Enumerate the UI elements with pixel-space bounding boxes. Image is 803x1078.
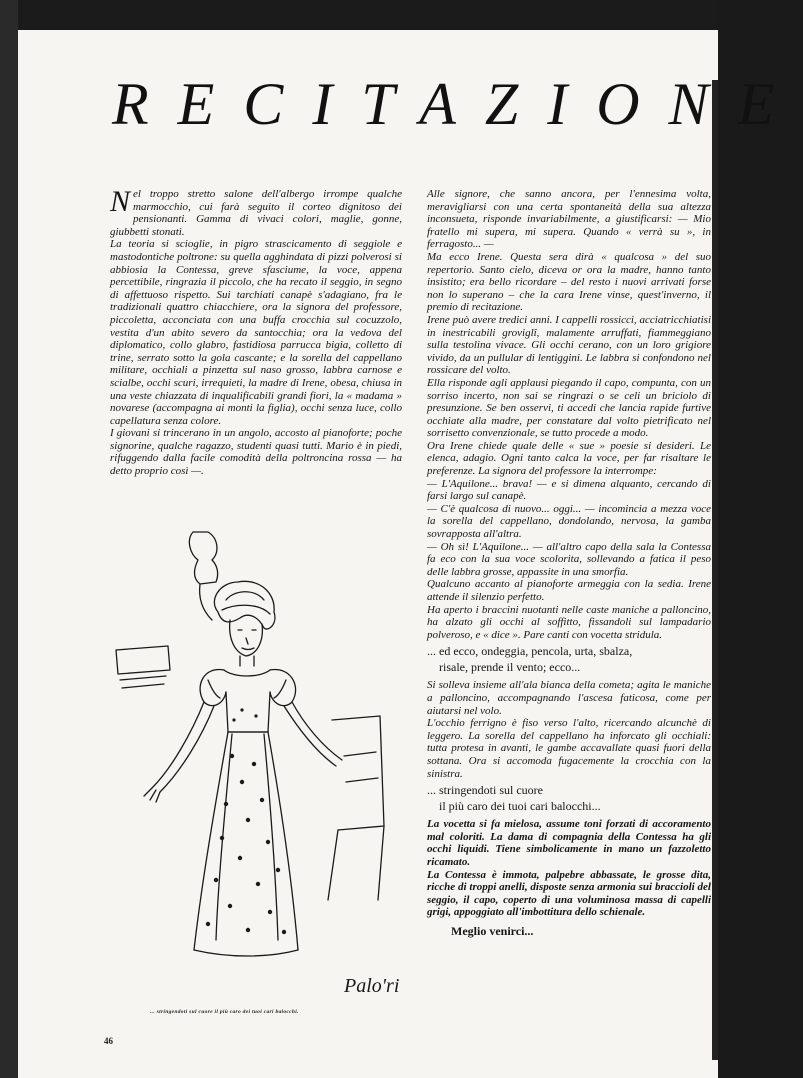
girl-reciting-illustration xyxy=(108,520,390,960)
paragraph: Ella risponde agli applausi piegando il capo, compunta, con un sorriso incerto, non sai se ringrazi o se celi un briciolo di presunzione. Se ben osservi, ti accedi che lancia rapide furtive occhiate alla madre, per constatare dal volto pietrificato nel sorrisetto convenzionale, se tutto procede a modo. xyxy=(427,376,711,440)
paragraph: — L'Aquilone... brava! — e si dimena alquanto, cercando di farsi largo sul canapè. xyxy=(427,477,711,503)
paragraph: Ma ecco Irene. Questa sera dirà « qualcosa » del suo repertorio. Santo cielo, diceva or ora la madre, hanno tanto insistito; era bello ricordare – del resto i nuovi arrivati forse non lo superano – che la cara Irene vinse, quest'inverno, il premio di recitazione. xyxy=(427,250,711,314)
poem-line: ... ed ecco, ondeggia, pencola, urta, sbalza, xyxy=(427,644,633,659)
paragraph: — Oh sì! L'Aquilone... — all'altro capo della sala la Contessa fa eco con la sua voce scolorita, sollevando a fatica il peso delle labbra grosse, appassite in una smorfia. xyxy=(427,540,711,578)
paragraph: Ora Irene chiede quale delle « sue » poesie si desideri. Le elenca, adagio. Ogni tanto calca la voce, per far risaltare le preferenze. La signora del professore la interrompe: xyxy=(427,439,711,478)
scan-edge-top xyxy=(0,0,718,30)
paragraph: — C'è qualcosa di nuovo... oggi... — incomincia a mezza voce la sorella del cappellano, dondolando, nervosa, la gamba sovrapposta all'altra. xyxy=(427,502,711,541)
closing-line: Meglio venirci... xyxy=(451,923,534,938)
paragraph: La teoria si scioglie, in pigro strascicamento di seggiole e mastodontiche poltrone: su quella agghindata di pizzi polverosi si abbiosia la Contessa, greve sfasciume, la voce, appena percettibile, ringrazia il piccolo, che ha recato il seggio, in segno di affettuoso rispetto. Sui tarchiati canapè s'adagiano, fra le tradizionali quattro chiacchiere, ora la signora del professore, piccoletta, acconciata con una buffa crocchia sul cocuzzolo, vestita d'un abito severo da santocchia; ora la vedova del diplomatico, collo glabro, fastidiosa parrucca bigia, colletto di trine, serrato sotto la gola cascante; e la sorella del cappellano militare, occhiali a pinzetta sul naso grosso, labbra carnose e scialbe, occhi scuri, irrequieti, la madre di Irene, obesa, chiusa in una veste chiazzata di inqualificabili grandi fiori, la « madama » novarese (accompagna ai monti la figlia), occhi senza luce, collo capellatura senza colore. xyxy=(110,238,402,427)
artist-signature: Palo'ri xyxy=(344,975,400,997)
poem-line: ... stringendoti sul cuore xyxy=(427,783,543,798)
page-number: 46 xyxy=(104,1036,113,1046)
paragraph-opening: Nel troppo stretto salone dell'albergo irrompe qualche marmocchio, cui farà seguito il corteo dignitoso dei pensionanti. Gamma di vivaci colori, maglie, gonne, giubbetti stonati. xyxy=(110,185,402,238)
scan-edge-left xyxy=(0,0,18,1078)
paragraph: I giovani si trincerano in un angolo, accosto al pianoforte; poche signorine, qualche ragazzo, studenti quasi tutti. Mario è in piedi, rifuggendo dalla facile comodità della poltroncina rossa — ha detto proprio così —. xyxy=(110,427,402,478)
paragraph: Irene può avere tredici anni. I cappelli rossicci, acciatricchiatisi in inestricabili groviglî, malamente arruffati, fiammeggiano sulla testolina vivace. Gli occhi cerano, con un loro grigiore vivido, da un pullular di lentiggini. Le labbra si confondono nel rossicare del volto. xyxy=(427,313,711,377)
left-text-column xyxy=(110,185,402,478)
paragraph: Ha aperto i braccini nuotanti nelle caste maniche a palloncino, ha alzato gli occhi al soffitto, fissandoli sul lampadario polveroso, e « dice ». Pare canti con vocetta stridula. xyxy=(427,603,711,641)
paragraph: L'occhio ferrigno è fiso verso l'alto, ricercando alcunchè di leggero. La sorella del cappellano ha inforcato gli occhiali: tutta protesa in avanti, le gambe accavallate quasi fuori della sottana. Ora si accomoda fugacemente la crocchia con la sinistra. xyxy=(427,717,711,780)
poem-line: risale, prende il vento; ecco... xyxy=(439,660,581,675)
article-title: RECITAZIONE xyxy=(112,71,803,137)
drop-cap: N xyxy=(110,185,131,218)
paragraph: Qualcuno accanto al pianoforte armeggia con la sedia. Irene attende il silenzio perfetto. xyxy=(427,578,711,603)
paragraph: Alle signore, che sanno ancora, per l'ennesima volta, meravigliarsi con una certa spontaneità della sua altezza inconsueta, risponde invariabilmente, a giustificarsi: — Mio fratello mi supera, mi supera. Quando « verrà su », in ferragosto... — xyxy=(427,188,711,251)
poem-line: il più caro dei tuoi cari balocchi... xyxy=(439,799,601,814)
paragraph: La vocetta si fa mielosa, assume toni forzati di accoramento mal coloriti. La dama di compagnia della Contessa ha gli occhi liquidi. Tiene simbolicamente in mano un fazzoletto ricamato. xyxy=(427,818,711,868)
scan-edge-right xyxy=(712,80,718,1060)
illustration-caption: ... stringendoti sul cuore il più caro dei tuoi cari balocchi. xyxy=(150,1009,299,1015)
right-text-column xyxy=(427,188,711,937)
paragraph: Si solleva insieme all'ala bianca della cometa; agita le maniche a palloncino, accompagnando l'ascesa faticosa, come per aiutarsi nel volo. xyxy=(427,679,711,717)
paragraph: La Contessa è immota, palpebre abbassate, le grosse dita, ricche di troppi anelli, disposte senza armonia sui braccioli del seggio, il capo, coperto di una voluminosa massa di capelli grigi, appoggiato all'imbottitura dello schienale. xyxy=(427,868,711,919)
